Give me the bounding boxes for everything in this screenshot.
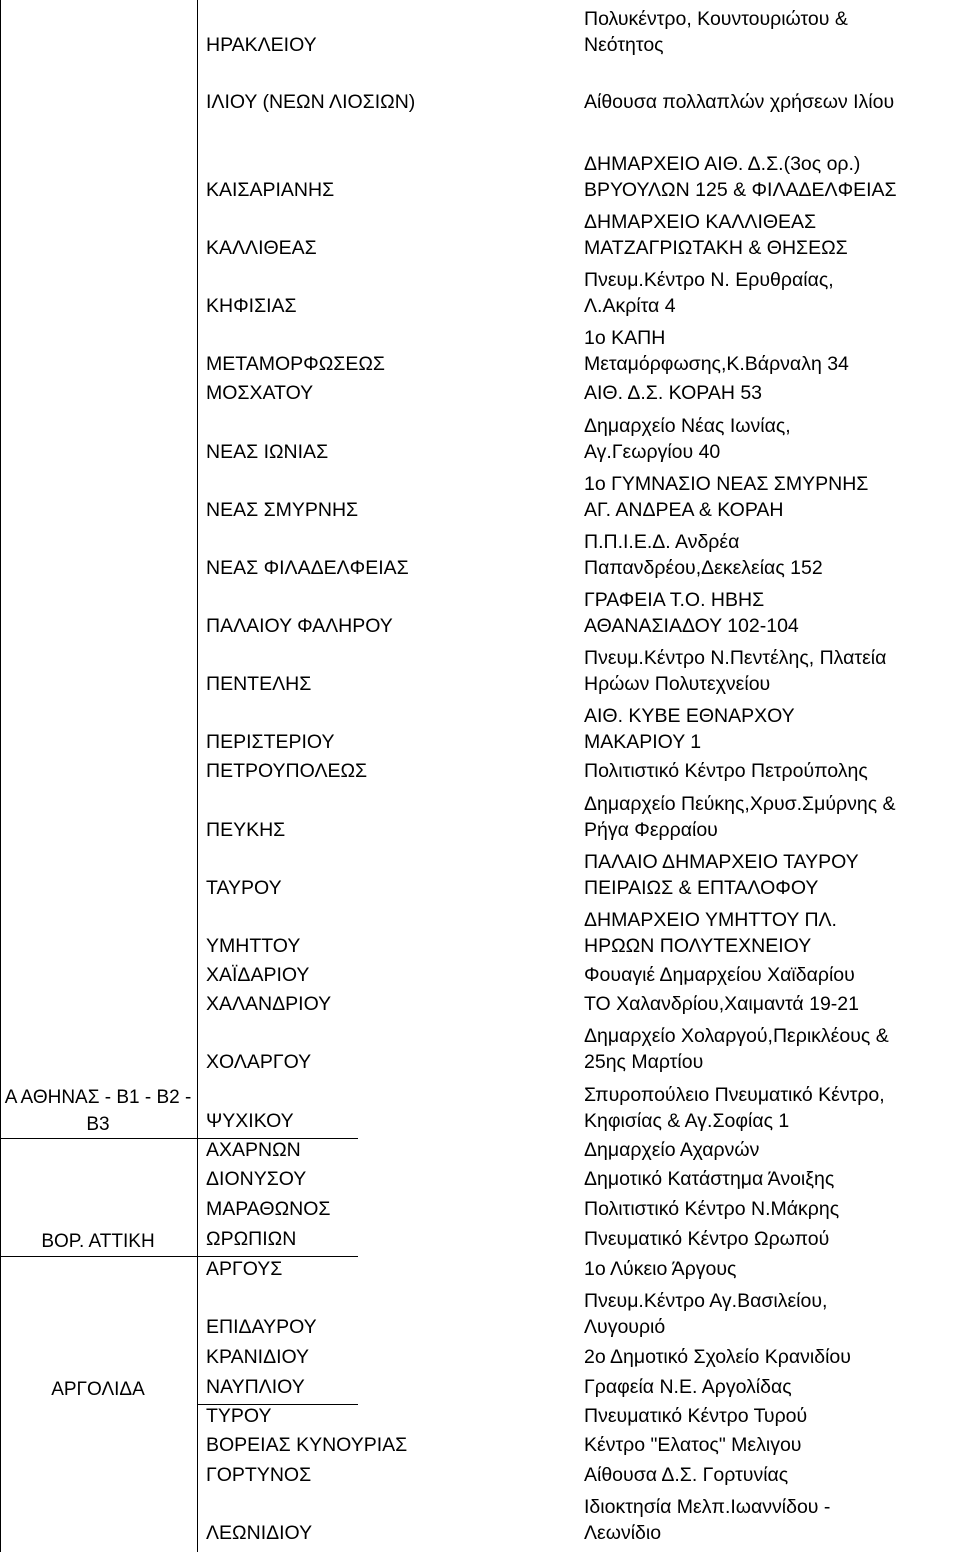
venue-cell: Πολιτιστικό Κέντρο Πετρούπολης (584, 760, 868, 782)
municipality-cell: ΠΕΡΙΣΤΕΡΙΟΥ (206, 731, 335, 753)
municipality-cell: ΗΡΑΚΛΕΙΟΥ (206, 34, 317, 56)
municipality-cell: ΔΙΟΝΥΣΟΥ (206, 1168, 307, 1190)
municipality-cell: ΑΧΑΡΝΩΝ (206, 1139, 301, 1161)
municipality-cell: ΤΑΥΡΟΥ (206, 877, 282, 899)
municipality-cell: ΝΕΑΣ ΦΙΛΑΔΕΛΦΕΙΑΣ (206, 557, 409, 579)
municipality-cell: ΠΑΛΑΙΟΥ ΦΑΛΗΡΟΥ (206, 615, 393, 637)
venue-cell: Γραφεία Ν.Ε. Αργολίδας (584, 1376, 792, 1398)
venue-cell: Δημαρχείο Πεύκης,Χρυσ.Σμύρνης & Ρήγα Φερραίου (584, 793, 896, 841)
venue-cell: Πολιτιστικό Κέντρο Ν.Μάκρης (584, 1198, 840, 1220)
venue-cell: Δημαρχείο Αχαρνών (584, 1139, 760, 1161)
municipality-cell: ΕΠΙΔΑΥΡΟΥ (206, 1316, 317, 1338)
venue-cell: Πνευμ.Κέντρο Αγ.Βασιλείου, Λυγουριό (584, 1290, 828, 1338)
municipality-cell: ΝΕΑΣ ΙΩΝΙΑΣ (206, 441, 329, 463)
municipality-cell: ΤΥΡΟΥ (206, 1405, 272, 1427)
column-divider-region (197, 0, 198, 1552)
municipality-cell: ΚΑΙΣΑΡΙΑΝΗΣ (206, 179, 335, 201)
municipality-cell: ΠΕΤΡΟΥΠΟΛΕΩΣ (206, 760, 368, 782)
municipality-cell: ΧΟΛΑΡΓΟΥ (206, 1051, 312, 1073)
region-cell-athens: Α ΑΘΗΝΑΣ - Β1 - Β2 - Β3 (4, 1087, 192, 1135)
municipality-cell: ΥΜΗΤΤΟΥ (206, 935, 301, 957)
municipality-cell: ΜΕΤΑΜΟΡΦΩΣΕΩΣ (206, 353, 385, 375)
venue-cell: Κέντρο "Ελατος" Μελιγου (584, 1434, 802, 1456)
venue-cell: Πνευματικό Κέντρο Τυρού (584, 1405, 808, 1427)
venue-cell: Πολυκέντρο, Κουντουριώτου & Νεότητος (584, 8, 848, 56)
venue-cell: ΠΑΛΑΙΟ ΔΗΜΑΡΧΕΙΟ ΤΑΥΡΟΥ ΠΕΙΡΑΙΩΣ & ΕΠΤΑΛΟΦΟΥ (584, 851, 859, 899)
municipality-cell: ΝΕΑΣ ΣΜΥΡΝΗΣ (206, 499, 359, 521)
venue-cell: Ιδιοκτησία Μελπ.Ιωαννίδου - Λεωνίδιο (584, 1496, 831, 1544)
venue-cell: ΔΗΜΑΡΧΕΙΟ ΑΙΘ. Δ.Σ.(3ος ορ.) ΒΡΥΟΥΛΩΝ 125 & ΦΙΛΑΔΕΛΦΕΙΑΣ (584, 153, 897, 201)
venue-cell: ΓΡΑΦΕΙΑ Τ.Ο. ΗΒΗΣ ΑΘΑΝΑΣΙΑΔΟΥ 102-104 (584, 589, 799, 637)
municipality-cell: ΛΕΩΝΙΔΙΟΥ (206, 1522, 313, 1544)
table-left-border (0, 0, 1, 1552)
venue-cell: ΔΗΜΑΡΧΕΙΟ ΥΜΗΤΤΟΥ ΠΛ. ΗΡΩΩΝ ΠΟΛΥΤΕΧΝΕΙΟΥ (584, 909, 837, 957)
municipality-cell: ΒΟΡΕΙΑΣ ΚΥΝΟΥΡΙΑΣ (206, 1434, 408, 1456)
venue-cell: Αίθουσα πολλαπλών χρήσεων Ιλίου (584, 91, 895, 113)
venue-cell: Πνευματικό Κέντρο Ωρωπού (584, 1228, 830, 1250)
region-cell-argolida: ΑΡΓΟΛΙΔΑ (51, 1379, 145, 1400)
region-divider-1 (0, 1138, 198, 1139)
venue-cell: Πνευμ.Κέντρο Ν.Πεντέλης, Πλατεία Ηρώων Πολυτεχνείου (584, 647, 887, 695)
venue-cell: Σπυροπούλειο Πνευματικό Κέντρο, Κηφισίας & Αγ.Σοφίας 1 (584, 1084, 885, 1132)
municipality-cell: ΠΕΝΤΕΛΗΣ (206, 673, 312, 695)
venue-cell: Δημαρχείο Χολαργού,Περικλέους & 25ης Μαρτίου (584, 1025, 889, 1073)
venue-cell: Αίθουσα Δ.Σ. Γορτυνίας (584, 1464, 789, 1486)
municipality-cell: ΨΥΧΙΚΟΥ (206, 1110, 294, 1132)
venue-cell: 2ο Δημοτικό Σχολείο Κρανιδίου (584, 1346, 851, 1368)
municipality-cell: ΚΑΛΛΙΘΕΑΣ (206, 237, 317, 259)
municipality-cell: ΑΡΓΟΥΣ (206, 1258, 283, 1280)
municipality-cell: ΙΛΙΟΥ (ΝΕΩΝ ΛΙΟΣΙΩΝ) (206, 91, 416, 113)
region-cell-north-attica: ΒΟΡ. ΑΤΤΙΚΗ (41, 1231, 155, 1252)
venue-cell: Π.Π.Ι.Ε.Δ. Ανδρέα Παπανδρέου,Δεκελείας 152 (584, 531, 823, 579)
region-divider-2 (0, 1256, 198, 1257)
municipality-cell: ΠΕΥΚΗΣ (206, 819, 286, 841)
municipality-cell: ΓΟΡΤΥΝΟΣ (206, 1464, 312, 1486)
municipality-cell: ΜΟΣΧΑΤΟΥ (206, 382, 314, 404)
municipality-cell: ΚΡΑΝΙΔΙΟΥ (206, 1346, 310, 1368)
municipality-cell: ΧΑΛΑΝΔΡΙΟΥ (206, 993, 332, 1015)
municipality-cell: ΜΑΡΑΘΩΝΟΣ (206, 1198, 331, 1220)
municipality-cell: ΧΑΪΔΑΡΙΟΥ (206, 964, 310, 986)
venue-cell: ΤΟ Χαλανδρίου,Χαιμαντά 19-21 (584, 993, 859, 1015)
venue-cell: Πνευμ.Κέντρο Ν. Ερυθραίας, Λ.Ακρίτα 4 (584, 269, 834, 317)
venue-cell: ΑΙΘ. Δ.Σ. ΚΟΡΑΗ 53 (584, 382, 763, 404)
venue-cell: 1ο Λύκειο Άργους (584, 1258, 737, 1280)
venue-cell: Δημαρχείο Νέας Ιωνίας, Αγ.Γεωργίου 40 (584, 415, 791, 463)
venue-cell: ΑΙΘ. ΚΥΒΕ ΕΘΝΑΡΧΟΥ ΜΑΚΑΡΙΟΥ 1 (584, 705, 795, 753)
municipality-cell: ΝΑΥΠΛΙΟΥ (206, 1376, 305, 1398)
municipality-cell: ΩΡΩΠΙΩΝ (206, 1228, 297, 1250)
venue-cell: 1ο ΓΥΜΝΑΣΙΟ ΝΕΑΣ ΣΜΥΡΝΗΣ ΑΓ. ΑΝΔΡΕΑ & ΚΟΡΑΗ (584, 473, 869, 521)
venue-cell: 1ο ΚΑΠΗ Μεταμόρφωσης,Κ.Βάρναλη 34 (584, 327, 849, 375)
venue-cell: ΔΗΜΑΡΧΕΙΟ ΚΑΛΛΙΘΕΑΣ ΜΑΤΖΑΓΡΙΩΤΑΚΗ & ΘΗΣΕΩΣ (584, 211, 848, 259)
municipality-cell: ΚΗΦΙΣΙΑΣ (206, 295, 297, 317)
venue-cell: Δημοτικό Κατάστημα Άνοιξης (584, 1168, 835, 1190)
venue-cell: Φουαγιέ Δημαρχείου Χαϊδαρίου (584, 964, 855, 986)
